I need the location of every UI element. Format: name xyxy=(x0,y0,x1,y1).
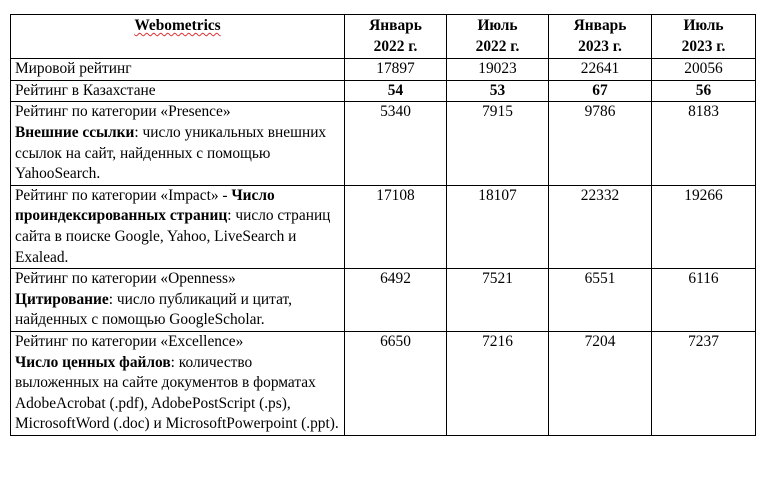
table-cell: 8183 xyxy=(652,102,756,185)
table-row xyxy=(11,269,756,332)
table-cell: 20056 xyxy=(652,59,756,81)
table-cell: 7521 xyxy=(447,269,549,332)
table-cell: 18107 xyxy=(447,185,549,268)
table-cell: 53 xyxy=(447,80,549,102)
category-title: Рейтинг по категории «Impact» - xyxy=(15,186,232,204)
webometrics-table xyxy=(10,14,756,436)
category-term: Внешние ссылки xyxy=(15,123,135,141)
row-label-kazakhstan-rank: Рейтинг в Казахстане xyxy=(11,80,345,102)
row-label-world-rank: Мировой рейтинг xyxy=(11,59,345,81)
header-jan-2023: Январь 2023 г. xyxy=(549,15,652,59)
row-label-excellence xyxy=(11,331,345,435)
table-cell: 7204 xyxy=(549,331,652,435)
table-row xyxy=(11,185,756,268)
table-cell: 6116 xyxy=(652,269,756,332)
table-row xyxy=(11,331,756,435)
category-term: Число ценных файлов xyxy=(15,353,171,371)
category-term: Число проиндексированных страниц xyxy=(15,186,275,225)
table-row xyxy=(11,59,756,81)
document-page xyxy=(10,14,756,436)
table-cell: 19023 xyxy=(447,59,549,81)
row-label-impact xyxy=(11,185,345,268)
table-cell: 9786 xyxy=(549,102,652,185)
table-cell: 17108 xyxy=(345,185,447,268)
category-title: Рейтинг по категории «Openness» xyxy=(15,270,236,288)
category-description: : число уникальных внешних ссылок на сайт, найденных с помощью YahooSearch. xyxy=(15,123,327,183)
row-label-presence xyxy=(11,102,345,185)
table-cell: 19266 xyxy=(652,185,756,268)
table-cell: 7237 xyxy=(652,331,756,435)
category-title: Рейтинг по категории «Excellence» xyxy=(15,332,244,350)
header-jul-2023: Июль 2023 г. xyxy=(652,15,756,59)
header-webometrics: Webometrics xyxy=(11,15,345,59)
table-cell: 54 xyxy=(345,80,447,102)
header-row xyxy=(11,15,756,59)
header-jul-2022: Июль 2022 г. xyxy=(447,15,549,59)
table-row xyxy=(11,102,756,185)
header-jan-2022: Январь 2022 г. xyxy=(345,15,447,59)
category-description: : количество выложенных на сайте документов в форматах AdobeAcrobat (.pdf), AdobePostScript (.ps), MicrosoftWord (.doc) и MicrosoftPowerpoint (.ppt). xyxy=(15,353,339,433)
row-label-openness xyxy=(11,269,345,332)
table-cell: 17897 xyxy=(345,59,447,81)
table-row xyxy=(11,80,756,102)
category-term: Цитирование xyxy=(15,290,109,308)
category-description: : число страниц сайта в поиске Google, Yahoo, LiveSearch и Exalead. xyxy=(15,207,331,266)
table-cell: 6551 xyxy=(549,269,652,332)
table-cell: 5340 xyxy=(345,102,447,185)
table-cell: 6650 xyxy=(345,331,447,435)
table-cell: 7216 xyxy=(447,331,549,435)
table-cell: 22641 xyxy=(549,59,652,81)
table-cell: 7915 xyxy=(447,102,549,185)
category-description: : число публикаций и цитат, найденных с помощью GoogleScholar. xyxy=(15,290,292,329)
category-title: Рейтинг по категории «Presence» xyxy=(15,103,231,121)
table-cell: 22332 xyxy=(549,185,652,268)
table-cell: 56 xyxy=(652,80,756,102)
table-cell: 6492 xyxy=(345,269,447,332)
table-cell: 67 xyxy=(549,80,652,102)
